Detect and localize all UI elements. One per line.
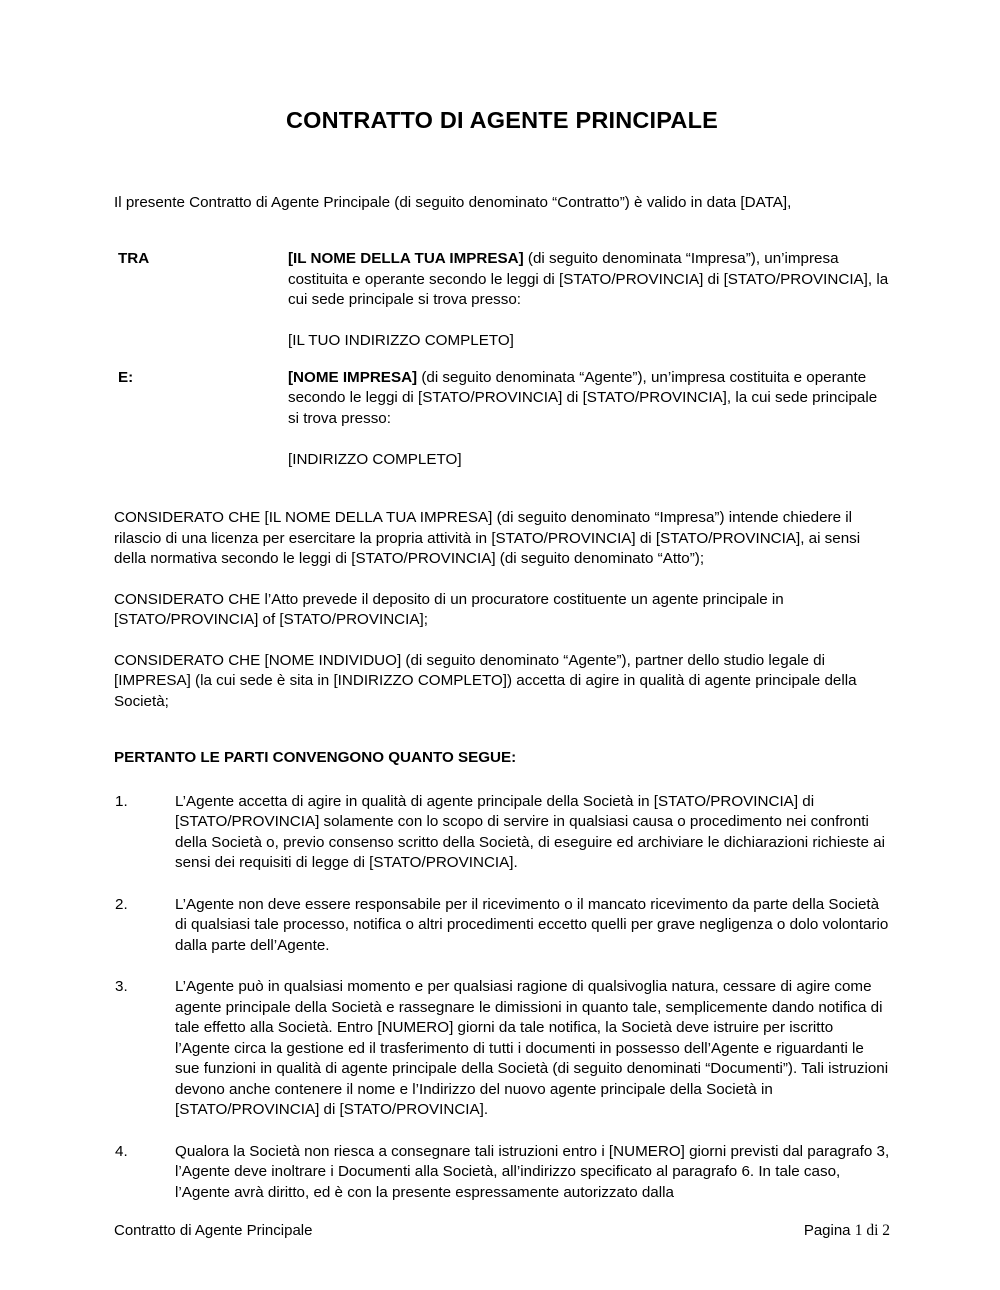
recital-paragraph: CONSIDERATO CHE [NOME INDIVIDUO] (di seguito denominato “Agente”), partner dello studio legale di [IMPRESA] (la cui sede è sita in [INDIRIZZO COMPLETO]) accetta di agire in qualità di agente principale della Società;: [114, 651, 857, 710]
clause-text: L’Agente può in qualsiasi momento e per qualsiasi ragione di qualsivoglia natura, cessare di agire come agente principale della Società e rassegnare le dimissioni in quanto tale, semplicemente dando notifica di tale effetto alla Società. Entro [NUMERO] giorni da tale notifica, la Società deve istruire per iscritto l’Agente circa la gestione ed il trasferimento di tutti i documenti in possesso dell’Agente e riguardanti le sue funzioni in qualità di agente principale della Società (di seguito denominati “Documenti”). Tali istruzioni devono anche contenere il nome e l’Indirizzo del nuovo agente principale della Società in [STATO/PROVINCIA] di [STATO/PROVINCIA].: [175, 978, 889, 1118]
clause-item: [114, 977, 890, 1121]
document-content: [114, 0, 890, 1203]
clause-number: 4.: [115, 1142, 128, 1160]
party-name-tra: [IL NOME DELLA TUA IMPRESA]: [288, 250, 524, 267]
clause-text: L’Agente accetta di agire in qualità di agente principale della Società in [STATO/PROVINCIA] di [STATO/PROVINCIA] solamente con lo scopo di servire in qualsiasi causa o procedimento nei confronti della Società o, previo consenso scritto della Società, di eseguire ed archiviare le dichiarazioni richieste ai sensi dei requisiti di legge di [STATO/PROVINCIA].: [175, 792, 885, 871]
party-address-tra: [IL TUO INDIRIZZO COMPLETO]: [288, 332, 514, 349]
agreement-heading: PERTANTO LE PARTI CONVENGONO QUANTO SEGUE:: [114, 749, 517, 766]
footer-page-number: 1 di 2: [854, 1222, 890, 1239]
party-body-e: [288, 368, 890, 471]
party-detail-tra: (di seguito denominata “Impresa”), un’impresa costituita e operante secondo le leggi di [STATO/PROVINCIA] di [STATO/PROVINCIA], la cui sede principale si trova presso:: [288, 250, 889, 308]
clause-number: 2.: [115, 895, 128, 913]
clauses-section: [114, 769, 890, 1204]
clause-text: L’Agente non deve essere responsabile per il ricevimento o il mancato ricevimento da parte della Società di qualsiasi tale processo, notifica o altri procedimenti eccetto quelli per grave negligenza o dolo volontario dalla parte dell’Agente.: [175, 895, 889, 954]
clause-item: [114, 1142, 890, 1204]
party-name-e: [NOME IMPRESA]: [288, 368, 418, 386]
party-address-e: [INDIRIZZO COMPLETO]: [288, 450, 462, 468]
page-footer: [114, 1222, 890, 1240]
clause-number: 3.: [115, 978, 128, 995]
party-row-tra: [114, 249, 890, 352]
clause-text: Qualora la Società non riesca a consegnare tali istruzioni entro i [NUMERO] giorni previsti dal paragrafo 3, l’Agente deve inoltrare i Documenti alla Società, all’indirizzo specificato al paragrafo 6. In tale caso, l’Agente avrà diritto, ed è con la presente espressamente autorizzato dalla: [175, 1142, 890, 1201]
intro-paragraph: Il presente Contratto di Agente Principale (di seguito denominato “Contratto”) è valido in data [DATA],: [114, 194, 792, 211]
party-description-e: [288, 368, 890, 430]
recital-paragraph: CONSIDERATO CHE l’Atto prevede il deposito di un procuratore costituente un agente principale in [STATO/PROVINCIA] of [STATO/PROVINCIA];: [114, 590, 784, 628]
party-row-e: [114, 368, 890, 471]
footer-page-indicator: [804, 1222, 890, 1240]
recitals-section: [114, 470, 890, 712]
footer-document-name: Contratto di Agente Principale: [114, 1222, 313, 1239]
party-body-tra: [288, 249, 890, 352]
clause-number: 1.: [115, 792, 128, 810]
party-detail-e: (di seguito denominata “Agente”), un’impresa costituita e operante secondo le leggi di [STATO/PROVINCIA] di [STATO/PROVINCIA], la cui sede principale si trova presso:: [288, 368, 878, 427]
recital-paragraph: CONSIDERATO CHE [IL NOME DELLA TUA IMPRESA] (di seguito denominato “Impresa”) intende chiedere il rilascio di una licenza per esercitare la propria attività in [STATO/PROVINCIA] di [STATO/PROVINCIA], ai sensi della normativa secondo le leggi di [STATO/PROVINCIA] (di seguito denominato “Atto”);: [114, 509, 861, 567]
clause-item: [114, 895, 890, 957]
party-label-e: E:: [118, 368, 134, 386]
clause-item: [114, 792, 890, 874]
party-label-tra: TRA: [118, 250, 150, 267]
party-description-tra: [288, 249, 890, 311]
parties-section: [114, 213, 890, 470]
footer-page-label: Pagina: [803, 1222, 855, 1239]
page-title: CONTRATTO DI AGENTE PRINCIPALE: [285, 107, 719, 133]
